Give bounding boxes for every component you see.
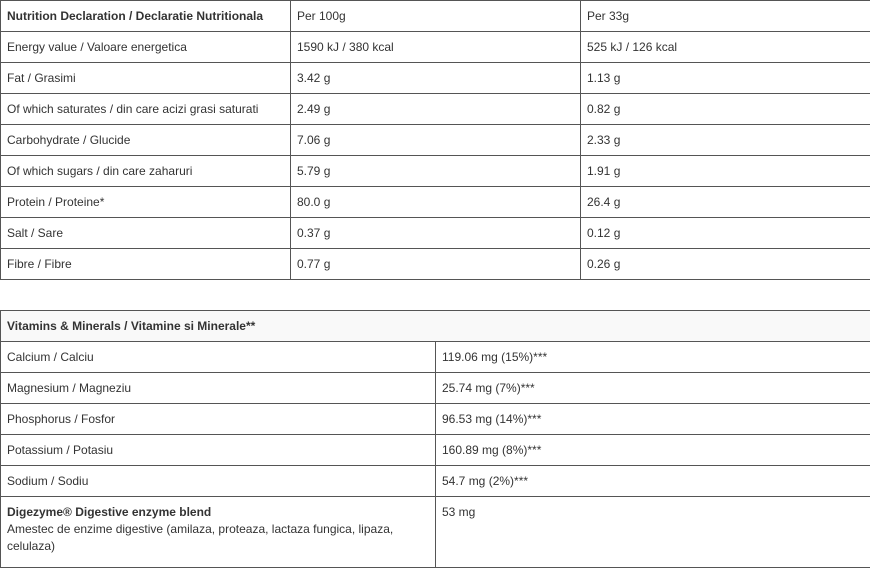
vitamins-table-title: Vitamins & Minerals / Vitamine si Minerale** [1, 311, 870, 342]
table-row [1, 187, 870, 218]
value-per-serving: 0.26 g [581, 249, 870, 280]
value-per-serving: 1.91 g [581, 156, 870, 187]
vitamins-minerals-table [0, 310, 870, 568]
value-per-serving: 1.13 g [581, 63, 870, 94]
nutrient-name: Fibre / Fibre [1, 249, 291, 280]
nutrient-name: Of which saturates / din care acizi grasi saturati [1, 94, 291, 125]
table-row [1, 63, 870, 94]
table-row [1, 249, 870, 280]
nutrient-name: Salt / Sare [1, 218, 291, 249]
value-per-serving: 26.4 g [581, 187, 870, 218]
mineral-value: 96.53 mg (14%)*** [436, 404, 870, 435]
value-per-100g: 80.0 g [291, 187, 581, 218]
table-row [1, 125, 870, 156]
nutrition-header-label: Nutrition Declaration / Declaratie Nutritionala [1, 1, 291, 32]
nutrition-header-per-100g: Per 100g [291, 1, 581, 32]
enzyme-blend-description: Amestec de enzime digestive (amilaza, proteaza, lactaza fungica, lipaza, celulaza) [7, 521, 429, 555]
value-per-serving: 2.33 g [581, 125, 870, 156]
mineral-value: 119.06 mg (15%)*** [436, 342, 870, 373]
nutrient-name: Energy value / Valoare energetica [1, 32, 291, 63]
nutrient-name: Carbohydrate / Glucide [1, 125, 291, 156]
value-per-100g: 5.79 g [291, 156, 581, 187]
mineral-name: Potassium / Potasiu [1, 435, 436, 466]
value-per-100g: 3.42 g [291, 63, 581, 94]
mineral-name: Sodium / Sodiu [1, 466, 436, 497]
mineral-name: Phosphorus / Fosfor [1, 404, 436, 435]
nutrient-name: Fat / Grasimi [1, 63, 291, 94]
table-row [1, 342, 870, 373]
value-per-100g: 7.06 g [291, 125, 581, 156]
nutrient-name: Protein / Proteine* [1, 187, 291, 218]
table-row [1, 404, 870, 435]
value-per-serving: 525 kJ / 126 kcal [581, 32, 870, 63]
nutrition-table [0, 0, 870, 280]
enzyme-blend-row [1, 497, 870, 568]
value-per-serving: 0.12 g [581, 218, 870, 249]
value-per-serving: 0.82 g [581, 94, 870, 125]
nutrition-header-row [1, 1, 870, 32]
table-row [1, 218, 870, 249]
value-per-100g: 2.49 g [291, 94, 581, 125]
mineral-value: 160.89 mg (8%)*** [436, 435, 870, 466]
mineral-value: 25.74 mg (7%)*** [436, 373, 870, 404]
table-row [1, 373, 870, 404]
value-per-100g: 1590 kJ / 380 kcal [291, 32, 581, 63]
table-row [1, 466, 870, 497]
nutrient-name: Of which sugars / din care zaharuri [1, 156, 291, 187]
value-per-100g: 0.77 g [291, 249, 581, 280]
nutrition-header-per-serving: Per 33g [581, 1, 870, 32]
mineral-name: Calcium / Calciu [1, 342, 436, 373]
mineral-value: 54.7 mg (2%)*** [436, 466, 870, 497]
vitamins-header-row [1, 311, 870, 342]
enzyme-blend-cell [1, 497, 436, 568]
value-per-100g: 0.37 g [291, 218, 581, 249]
table-row [1, 94, 870, 125]
table-row [1, 156, 870, 187]
enzyme-blend-name: Digezyme® Digestive enzyme blend [7, 504, 429, 521]
enzyme-blend-value: 53 mg [436, 497, 870, 568]
mineral-name: Magnesium / Magneziu [1, 373, 436, 404]
table-row [1, 32, 870, 63]
table-row [1, 435, 870, 466]
